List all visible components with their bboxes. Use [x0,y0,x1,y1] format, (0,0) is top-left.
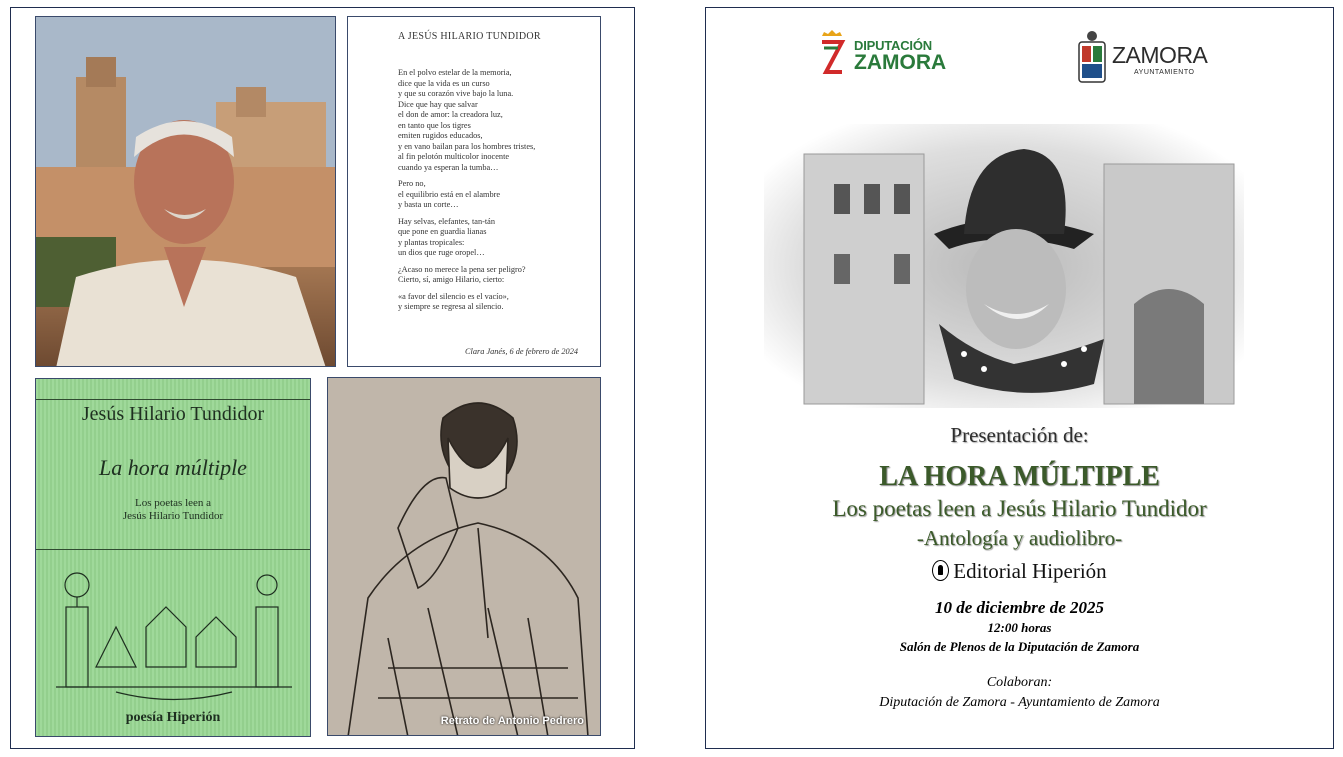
diputacion-wordmark [854,38,954,73]
collaborators-label: Colaboran: [986,675,1053,690]
hiperion-logo-icon [932,560,949,581]
event-title: LA HORA MÚLTIPLE [879,461,1160,492]
poem-body [398,68,582,313]
poet-with-hat-illustration [764,124,1244,408]
left-page [10,7,635,749]
cover-subtitle: Los poetas leen a Jesús Hilario Tundidor [122,497,224,522]
hero-illustration [764,124,1244,408]
zamora-wordmark [1112,42,1232,76]
poem-card [347,16,601,367]
poet-photo-illustration [36,17,336,367]
collaborators-list: Diputación de Zamora - Ayuntamiento de Zamora [879,695,1160,710]
zamora-coat-of-arms-icon [1076,30,1108,86]
right-page [705,7,1334,749]
diputacion-emblem-icon [818,28,846,80]
poem-signature: Clara Janés, 6 de febrero de 2024 [465,347,578,356]
poem-stanza: En el polvo estelar de la memoria, dice que la vida es un curso y que su corazón vive bajo la luna. Dice que hay que salvar el don de amor: la creadora luz, en tanto que los tigres emiten rugidos educados, y en vano bailan para los hombres tristes, al fin pelotón multicolor inocente cuando ya esperan la tumba… [398,68,536,172]
cover-publisher: poesía Hiperión [125,710,221,725]
poet-photo [35,16,336,367]
diputacion-line1: DIPUTACIÓN [854,38,932,53]
poem-title: A JESÚS HILARIO TUNDIDOR [398,31,541,42]
publisher-name: Editorial Hiperión [953,559,1107,583]
publisher-line [706,559,1333,584]
portrait-sketch [328,378,601,736]
poem-stanza: ¿Acaso no merece la pena ser peligro? Cierto, sí, amigo Hilario, cierto: [398,264,526,284]
cover-author: Jesús Hilario Tundidor [81,403,265,425]
event-date: 10 de diciembre de 2025 [934,598,1104,617]
ayuntamiento-line2: AYUNTAMIENTO [1134,69,1195,76]
presentation-label: Presentación de: [950,423,1089,447]
cover-rule [36,399,310,400]
portrait-drawing [327,377,601,736]
cover-title: La hora múltiple [99,455,247,480]
book-cover [35,378,311,737]
poem-stanza: Hay selvas, elefantes, tan-tán que pone en guardia lianas y plantas tropicales: un dios que ruge oropel… [398,216,495,257]
poem-stanza: Pero no, el equilibrio está en el alambre y basta un corte… [398,179,501,209]
event-subtitle-2: -Antología y audiolibro- [916,526,1123,550]
event-subtitle: Los poetas leen a Jesús Hilario Tundidor [832,496,1207,521]
event-venue: Salón de Plenos de la Diputación de Zamora [899,639,1140,654]
cover-engraving [56,567,292,707]
poem-stanza: «a favor del silencio es el vacío», y siempre se regresa al silencio. [398,291,509,311]
diputacion-line2: ZAMORA [854,51,947,74]
cover-rule [36,549,310,550]
event-time: 12:00 horas [987,620,1052,635]
ayuntamiento-line1: ZAMORA [1112,42,1208,68]
portrait-caption: Retrato de Antonio Pedrero [440,715,584,727]
